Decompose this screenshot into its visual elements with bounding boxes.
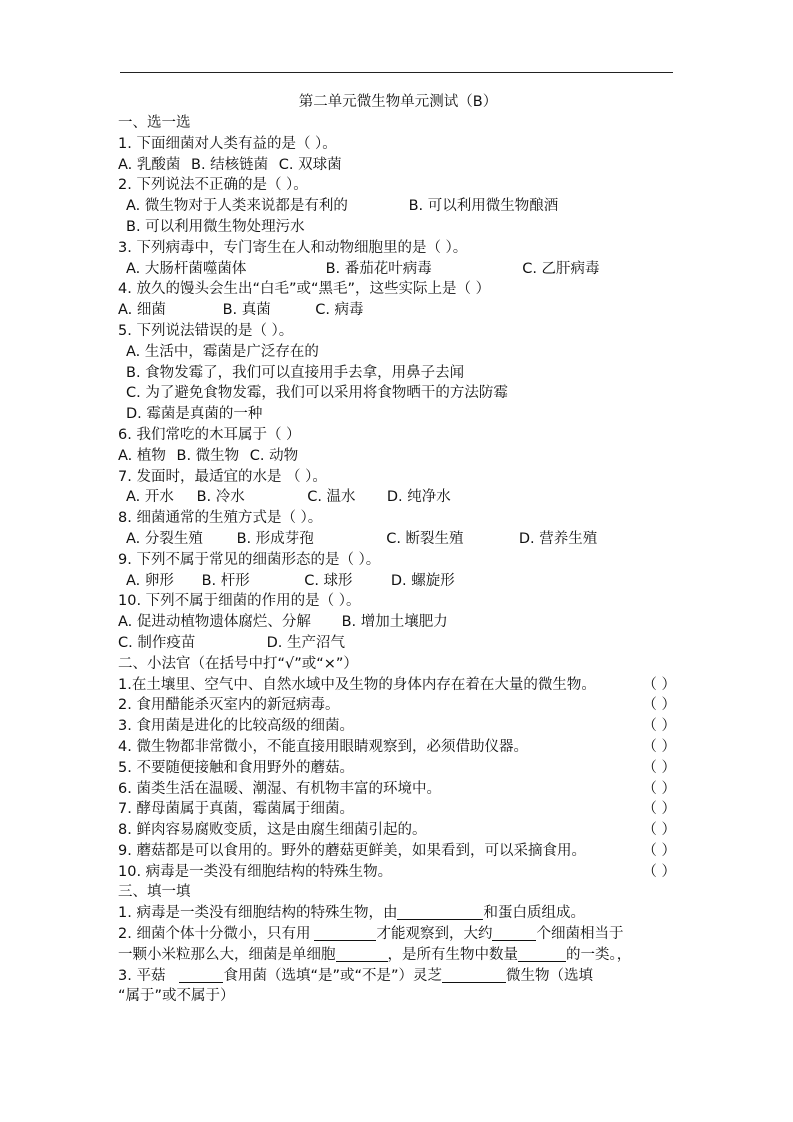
judge-text: 8. 鲜肉容易腐败变质，这是由腐生细菌引起的。 bbox=[118, 822, 427, 839]
question-6-options bbox=[118, 446, 678, 467]
fill-text: 1. 病毒是一类没有细胞结构的特殊生物，由 bbox=[118, 905, 398, 922]
judge-item bbox=[118, 779, 678, 800]
option-b: B. 形成芽孢 bbox=[236, 530, 314, 547]
section-heading-judge: 二、小法官（在括号中打“√”或“×”） bbox=[118, 655, 358, 672]
answer-blank[interactable] bbox=[518, 946, 566, 962]
judge-item bbox=[118, 716, 678, 737]
answer-parentheses[interactable]: （ ） bbox=[642, 822, 676, 839]
option-b: B. 可以利用微生物酿酒 bbox=[408, 198, 559, 215]
answer-parentheses[interactable]: （ ） bbox=[642, 718, 676, 735]
fill-text: 的一类。， bbox=[566, 946, 632, 963]
judge-item bbox=[118, 675, 678, 696]
answer-parentheses[interactable]: （ ） bbox=[642, 801, 676, 818]
question-5-option-a: A. 生活中，霉菌是广泛存在的 bbox=[126, 343, 319, 360]
option-a: A. 乳酸菌 bbox=[118, 156, 181, 173]
answer-parentheses[interactable]: （ ） bbox=[642, 738, 676, 755]
fill-text: 才能观察到，大约 bbox=[376, 926, 493, 943]
judge-text: 6. 菌类生活在温暖、潮湿、有机物丰富的环境中。 bbox=[118, 780, 441, 797]
judge-item bbox=[118, 841, 678, 862]
fill-question-1 bbox=[118, 903, 678, 924]
section-heading-fill: 三、填一填 bbox=[118, 884, 191, 901]
question-2-options bbox=[118, 196, 678, 217]
fill-text: 微生物（选填 bbox=[506, 967, 593, 984]
judge-text: 4. 微生物都非常微小，不能直接用眼睛观察到，必须借助仪器。 bbox=[118, 738, 528, 755]
option-c: C. 动物 bbox=[249, 447, 299, 464]
fill-text: 3. 平菇 bbox=[118, 967, 166, 984]
question-2-option-c: B. 可以利用微生物处理污水 bbox=[126, 218, 305, 235]
question-9-stem: 9. 下列不属于常见的细菌形态的是（ ）。 bbox=[118, 551, 381, 568]
option-b: B. 结核链菌 bbox=[191, 156, 269, 173]
option-d: D. 生产沼气 bbox=[266, 634, 345, 651]
judge-text: 5. 不要随便接触和食用野外的蘑菇。 bbox=[118, 759, 354, 776]
question-8-stem: 8. 细菌通常的生殖方式是（ ）。 bbox=[118, 510, 323, 527]
option-a: A. 大肠杆菌噬菌体 bbox=[126, 260, 247, 277]
answer-parentheses[interactable]: （ ） bbox=[642, 759, 676, 776]
judge-text: 10. 病毒是一类没有细胞结构的特殊生物。 bbox=[118, 863, 393, 880]
answer-parentheses[interactable]: （ ） bbox=[642, 842, 676, 859]
answer-blank[interactable] bbox=[442, 967, 506, 983]
fill-text: 一颗小米粒那么大，细菌是单细胞 bbox=[118, 946, 336, 963]
question-10-options-ab bbox=[118, 612, 678, 633]
fill-text: 个细菌相当于 bbox=[536, 926, 624, 943]
question-7-stem: 7. 发面时，最适宜的水是 （ ）。 bbox=[118, 468, 327, 485]
question-10-stem: 10. 下列不属于细菌的作用的是（ ）。 bbox=[118, 593, 361, 610]
judge-item bbox=[118, 758, 678, 779]
judge-text: 7. 酵母菌属于真菌，霉菌属于细菌。 bbox=[118, 801, 354, 818]
question-5-option-d: D. 霉菌是真菌的一种 bbox=[126, 406, 263, 423]
option-c: C. 乙肝病毒 bbox=[522, 260, 600, 277]
fill-text: ，是所有生物中数量 bbox=[387, 946, 518, 963]
fill-text: 食用菌（选填“是”或“不是”）灵芝 bbox=[223, 967, 442, 984]
answer-parentheses[interactable]: （ ） bbox=[642, 863, 676, 880]
question-5-stem: 5. 下列说法错误的是（ ）。 bbox=[118, 322, 294, 339]
fill-question-3-cont: “属于”或不属于） bbox=[118, 988, 235, 1005]
answer-parentheses[interactable]: （ ） bbox=[642, 676, 676, 693]
judge-text: 3. 食用菌是进化的比较高级的细菌。 bbox=[118, 718, 354, 735]
fill-question-2-cont bbox=[118, 945, 678, 966]
option-c: C. 双球菌 bbox=[278, 156, 342, 173]
option-a: A. 植物 bbox=[118, 447, 166, 464]
worksheet bbox=[118, 92, 678, 1007]
question-10-options-cd bbox=[118, 633, 678, 654]
fill-question-3 bbox=[118, 966, 678, 987]
option-b: B. 增加土壤肥力 bbox=[341, 614, 448, 631]
question-3-stem: 3. 下列病毒中，专门寄生在人和动物细胞里的是（ ）。 bbox=[118, 239, 468, 256]
question-1-stem: 1. 下面细菌对人类有益的是（ ）。 bbox=[118, 135, 337, 152]
option-c: C. 断裂生殖 bbox=[386, 530, 464, 547]
header-rule bbox=[120, 72, 673, 73]
judge-text: 1.在土壤里、空气中、自然水域中及生物的身体内存在着在大量的微生物。 bbox=[118, 676, 596, 693]
option-a: A. 卵形 bbox=[126, 572, 174, 589]
answer-blank[interactable] bbox=[314, 925, 376, 941]
option-c: C. 温水 bbox=[307, 489, 356, 506]
judge-item bbox=[118, 862, 678, 883]
question-4-options bbox=[118, 300, 678, 321]
question-4-stem: 4. 放久的馒头会生出“白毛”或“黑毛”，这些实际上是（ ） bbox=[118, 281, 491, 298]
option-b: B. 番茄花叶病毒 bbox=[325, 260, 432, 277]
option-c: C. 病毒 bbox=[315, 302, 364, 319]
question-9-options bbox=[118, 571, 678, 592]
answer-blank[interactable] bbox=[492, 925, 536, 941]
option-d: D. 纯净水 bbox=[386, 489, 451, 506]
question-5-option-c: C. 为了避免食物发霉，我们可以采用将食物晒干的方法防霉 bbox=[126, 385, 508, 402]
fill-text: 和蛋白质组成。 bbox=[483, 905, 585, 922]
question-8-options bbox=[118, 529, 678, 550]
option-a: A. 开水 bbox=[126, 489, 174, 506]
answer-blank[interactable] bbox=[397, 904, 483, 920]
page-title: 第二单元微生物单元测试（B） bbox=[298, 94, 498, 110]
option-b: B. 杆形 bbox=[201, 572, 250, 589]
option-b: B. 微生物 bbox=[176, 447, 240, 464]
option-c: C. 制作疫苗 bbox=[118, 634, 196, 651]
option-a: A. 细菌 bbox=[118, 302, 166, 319]
question-2-stem: 2. 下列说法不正确的是（ ）。 bbox=[118, 177, 308, 194]
judge-item bbox=[118, 820, 678, 841]
answer-blank[interactable] bbox=[336, 946, 388, 962]
option-d: D. 螺旋形 bbox=[390, 572, 455, 589]
question-1-options bbox=[118, 155, 678, 176]
judge-item bbox=[118, 737, 678, 758]
answer-parentheses[interactable]: （ ） bbox=[642, 697, 676, 714]
option-b: B. 冷水 bbox=[196, 489, 245, 506]
judge-item bbox=[118, 695, 678, 716]
answer-blank[interactable] bbox=[179, 967, 223, 983]
section-heading-choice: 一、选一选 bbox=[118, 115, 191, 131]
option-a: A. 微生物对于人类来说都是有利的 bbox=[126, 198, 348, 215]
question-5-option-b: B. 食物发霉了，我们可以直接用手去拿，用鼻子去闻 bbox=[126, 364, 465, 381]
judge-item bbox=[118, 799, 678, 820]
question-7-options bbox=[118, 487, 678, 508]
option-a: A. 分裂生殖 bbox=[126, 530, 203, 547]
question-3-options bbox=[118, 259, 678, 280]
judge-text: 9. 蘑菇都是可以食用的。野外的蘑菇更鲜美，如果看到，可以采摘食用。 bbox=[118, 842, 586, 859]
fill-question-2 bbox=[118, 924, 678, 945]
option-d: D. 营养生殖 bbox=[518, 530, 598, 547]
answer-parentheses[interactable]: （ ） bbox=[642, 780, 676, 797]
judge-text: 2. 食用醋能杀灭室内的新冠病毒。 bbox=[118, 697, 340, 714]
option-c: C. 球形 bbox=[304, 572, 353, 589]
question-6-stem: 6. 我们常吃的木耳属于（ ） bbox=[118, 426, 301, 443]
fill-text: 2. 细菌个体十分微小，只有用 bbox=[118, 926, 311, 943]
option-a: A. 促进动植物遗体腐烂、分解 bbox=[118, 614, 311, 631]
option-b: B. 真菌 bbox=[222, 302, 271, 319]
